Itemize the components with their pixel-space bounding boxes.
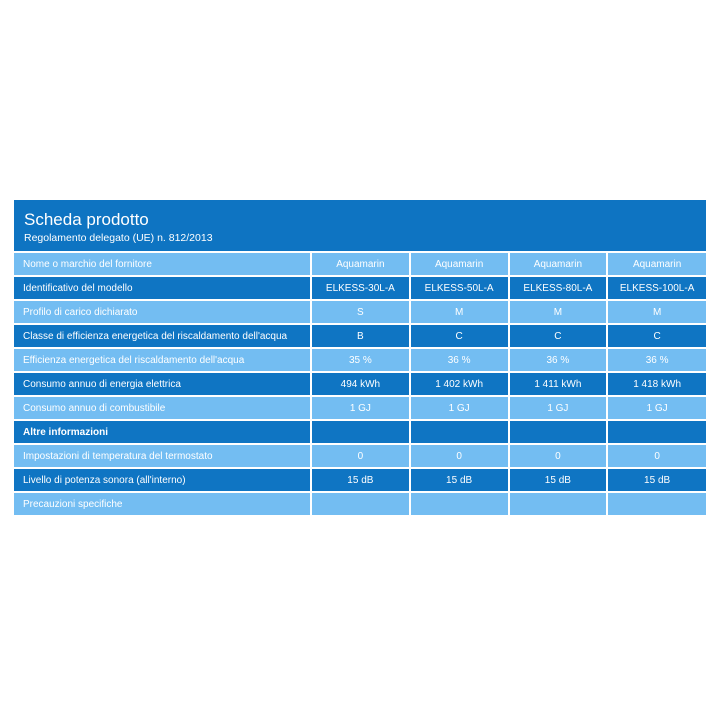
cell-value: ELKESS-80L-A	[509, 276, 608, 300]
sheet-title: Scheda prodotto	[24, 210, 149, 229]
row-label: Precauzioni specifiche	[14, 492, 311, 515]
cell-value: 36 %	[607, 348, 706, 372]
table-row	[14, 420, 706, 444]
cell-value	[509, 492, 608, 515]
cell-value	[607, 420, 706, 444]
table-row	[14, 444, 706, 468]
cell-value: 1 411 kWh	[509, 372, 608, 396]
cell-value: M	[509, 300, 608, 324]
cell-value: C	[509, 324, 608, 348]
row-label: Livello di potenza sonora (all'interno)	[14, 468, 311, 492]
table-row	[14, 276, 706, 300]
cell-value: 1 402 kWh	[410, 372, 509, 396]
cell-value: M	[607, 300, 706, 324]
cell-value: 0	[607, 444, 706, 468]
cell-value: 15 dB	[410, 468, 509, 492]
cell-value: 36 %	[410, 348, 509, 372]
cell-value	[410, 492, 509, 515]
cell-value: 494 kWh	[311, 372, 410, 396]
cell-value: 0	[311, 444, 410, 468]
product-table	[14, 251, 706, 515]
cell-value: ELKESS-30L-A	[311, 276, 410, 300]
table-row	[14, 372, 706, 396]
cell-value: 15 dB	[311, 468, 410, 492]
cell-value: 15 dB	[509, 468, 608, 492]
row-label: Consumo annuo di energia elettrica	[14, 372, 311, 396]
cell-value: 1 GJ	[509, 396, 608, 420]
cell-value: 36 %	[509, 348, 608, 372]
cell-value: M	[410, 300, 509, 324]
cell-value: S	[311, 300, 410, 324]
table-row	[14, 468, 706, 492]
cell-value: Aquamarin	[410, 252, 509, 276]
cell-value	[311, 492, 410, 515]
row-label: Nome o marchio del fornitore	[14, 252, 311, 276]
cell-value: 1 GJ	[607, 396, 706, 420]
cell-value	[410, 420, 509, 444]
cell-value: 1 418 kWh	[607, 372, 706, 396]
cell-value: C	[607, 324, 706, 348]
row-label: Profilo di carico dichiarato	[14, 300, 311, 324]
cell-value: Aquamarin	[607, 252, 706, 276]
table-row	[14, 252, 706, 276]
cell-value: 1 GJ	[311, 396, 410, 420]
table-row	[14, 300, 706, 324]
cell-value	[607, 492, 706, 515]
table-row	[14, 396, 706, 420]
cell-value: 0	[509, 444, 608, 468]
table-row	[14, 324, 706, 348]
row-label: Classe di efficienza energetica del riscaldamento dell'acqua	[14, 324, 311, 348]
cell-value: Aquamarin	[311, 252, 410, 276]
row-label: Identificativo del modello	[14, 276, 311, 300]
cell-value: 35 %	[311, 348, 410, 372]
row-label: Efficienza energetica del riscaldamento dell'acqua	[14, 348, 311, 372]
cell-value	[311, 420, 410, 444]
table-row	[14, 348, 706, 372]
cell-value: C	[410, 324, 509, 348]
row-label: Consumo annuo di combustibile	[14, 396, 311, 420]
row-label: Altre informazioni	[14, 420, 311, 444]
cell-value: Aquamarin	[509, 252, 608, 276]
cell-value: 1 GJ	[410, 396, 509, 420]
cell-value: 15 dB	[607, 468, 706, 492]
product-sheet-card	[14, 200, 706, 520]
cell-value: 0	[410, 444, 509, 468]
cell-value: B	[311, 324, 410, 348]
cell-value: ELKESS-100L-A	[607, 276, 706, 300]
sheet-header	[14, 200, 706, 251]
row-label: Impostazioni di temperatura del termostato	[14, 444, 311, 468]
cell-value	[509, 420, 608, 444]
table-row	[14, 492, 706, 515]
cell-value: ELKESS-50L-A	[410, 276, 509, 300]
sheet-subtitle: Regolamento delegato (UE) n. 812/2013	[24, 232, 213, 244]
